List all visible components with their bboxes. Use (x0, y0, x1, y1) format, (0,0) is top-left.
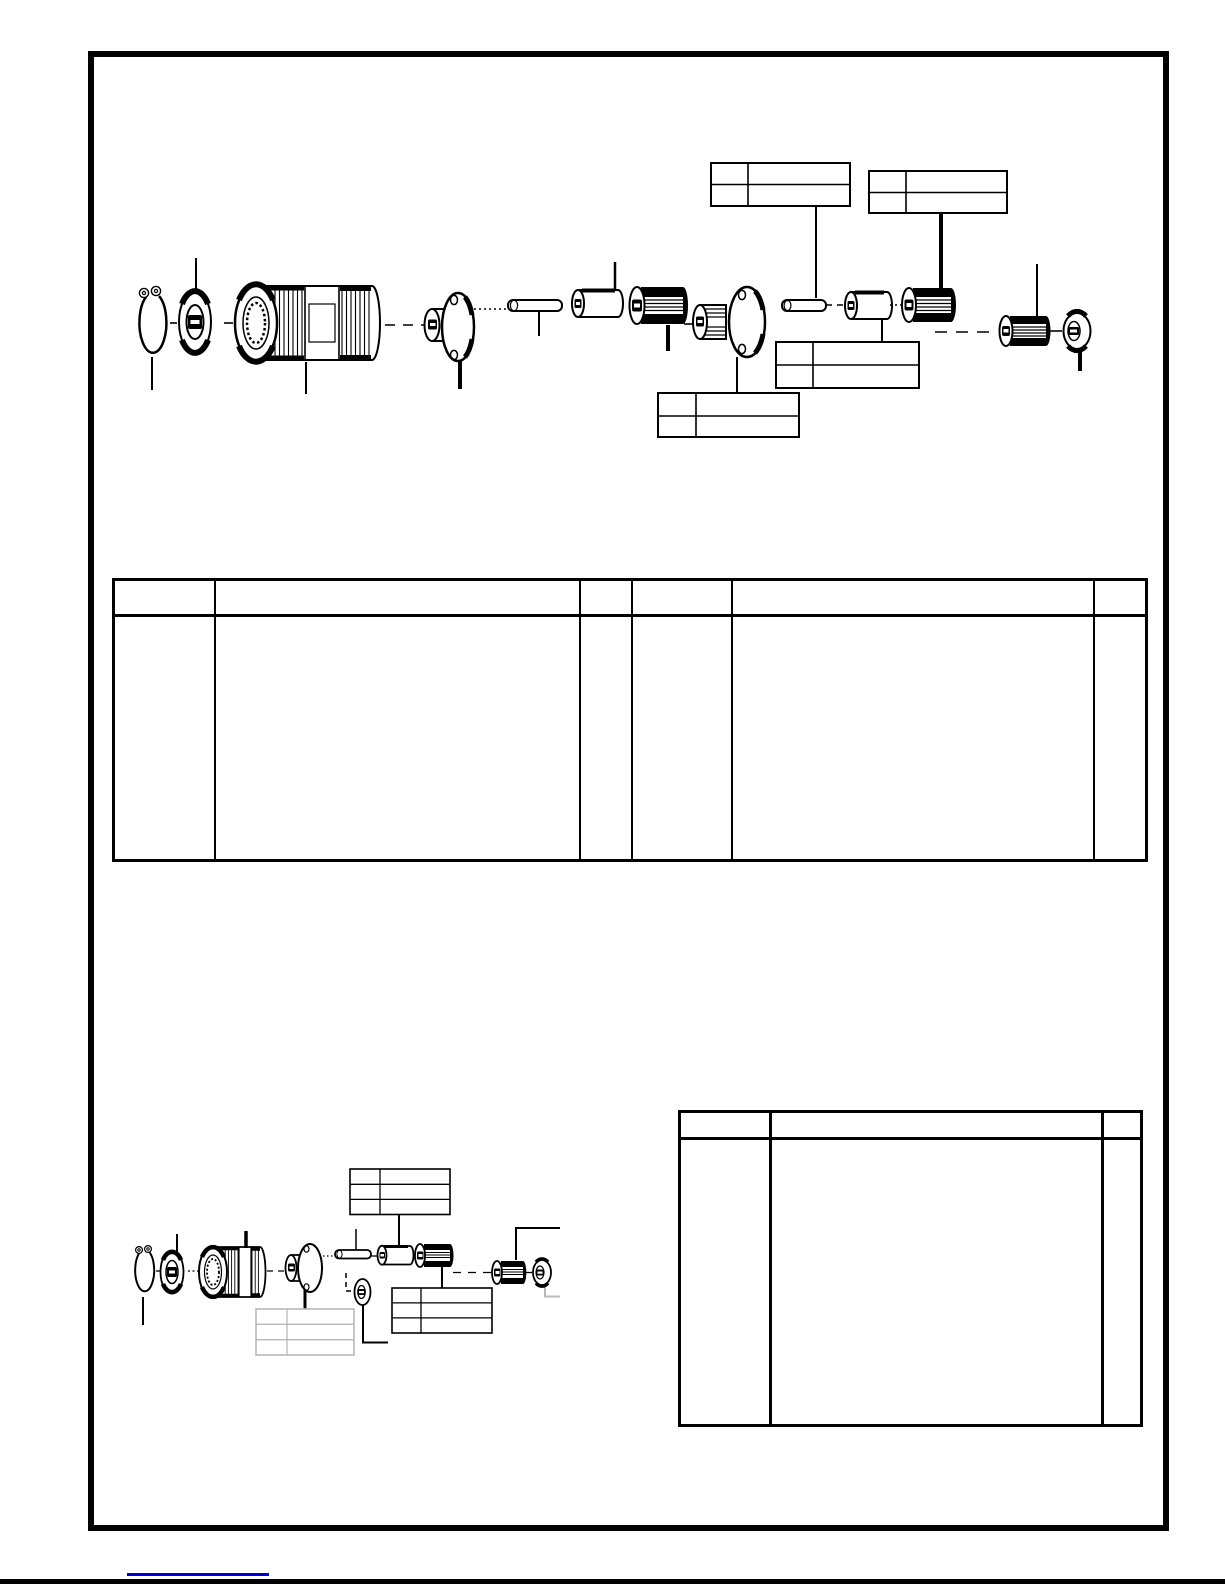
threaded-barrel-icon (235, 284, 380, 361)
column-divider (214, 581, 216, 859)
flanged-hub-icon (286, 1244, 323, 1292)
callout-box (711, 163, 850, 206)
column-divider (579, 581, 581, 859)
column-divider (1101, 1113, 1104, 1424)
callout-box (658, 393, 799, 437)
callout-box (350, 1169, 450, 1215)
knurled-nut-icon (415, 1244, 454, 1267)
flanged-hub-icon (425, 293, 475, 361)
knurled-nut-icon (1000, 316, 1051, 346)
knurled-nut-icon (902, 288, 956, 322)
sleeve-cylinder-icon (378, 1246, 414, 1265)
knurled-nut-icon (492, 1261, 526, 1284)
callout-box-faded (256, 1309, 354, 1355)
table-header-divider (681, 1137, 1140, 1140)
secondary-exploded-diagram (135, 1169, 560, 1355)
parts-list-table-main (112, 578, 1148, 862)
end-nut-washer-icon (1064, 311, 1091, 350)
column-divider (769, 1113, 772, 1424)
bearing-washer-icon (179, 291, 211, 353)
small-washer-icon (355, 1279, 371, 1305)
retaining-ring-icon (139, 286, 166, 352)
knurled-nut-icon (630, 287, 689, 324)
sleeve-cylinder-icon (572, 290, 623, 317)
threaded-barrel-icon (199, 1246, 266, 1298)
footer-rule (0, 1579, 1225, 1584)
column-divider (731, 581, 733, 859)
end-nut-washer-icon (533, 1259, 551, 1286)
parts-list-table-secondary (678, 1110, 1143, 1427)
main-exploded-diagram (139, 163, 1090, 437)
dowel-pin-icon (508, 300, 562, 311)
column-divider (631, 581, 633, 859)
sleeve-cylinder-icon (845, 292, 892, 319)
table-header-divider (115, 614, 1145, 617)
callout-box (869, 171, 1007, 213)
bearing-washer-icon (161, 1251, 184, 1294)
flanged-disc-icon (693, 287, 765, 357)
footer-link-underline[interactable] (127, 1573, 269, 1576)
callout-box (392, 1288, 492, 1333)
dowel-pin-icon (335, 1250, 371, 1259)
callout-box (776, 342, 919, 388)
retaining-ring-icon (135, 1246, 154, 1292)
column-divider (1093, 581, 1095, 859)
dowel-pin-icon (782, 300, 826, 311)
